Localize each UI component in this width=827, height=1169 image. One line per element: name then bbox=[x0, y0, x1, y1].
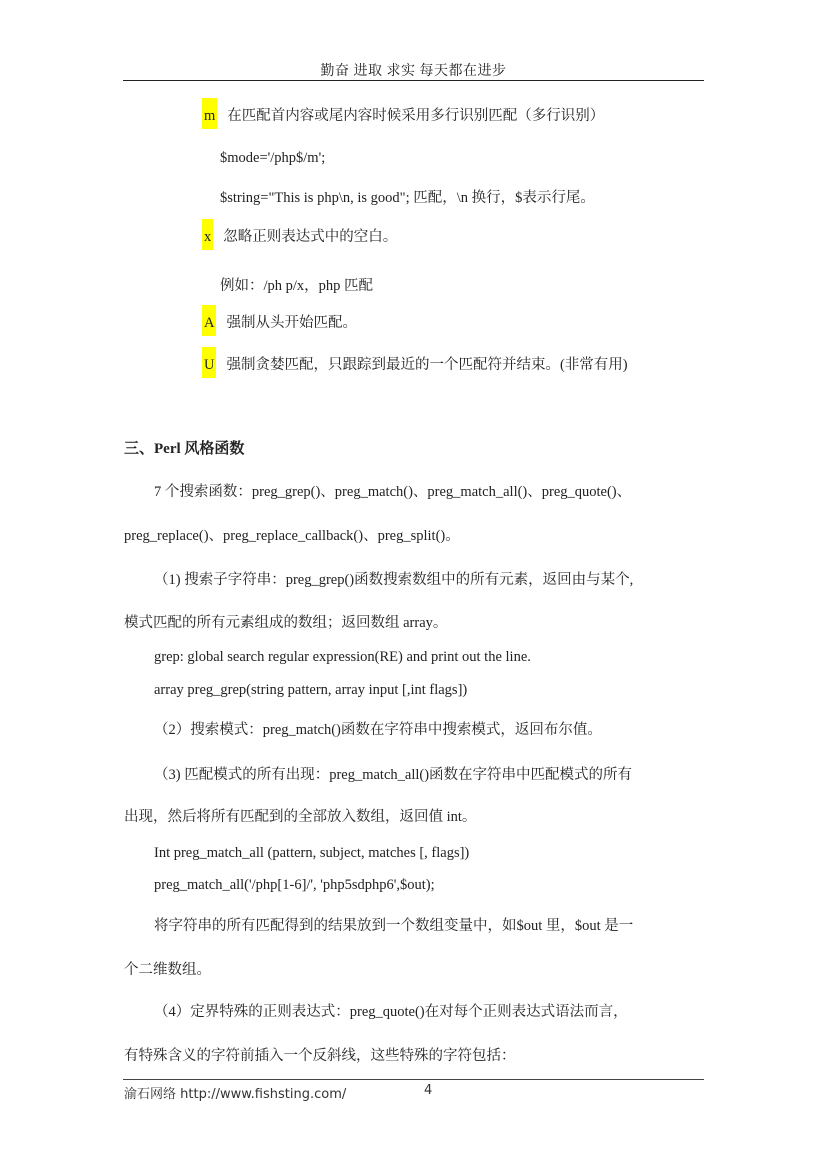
footer-rule bbox=[123, 1079, 704, 1080]
m-example-line: $mode='/php$/m'; bbox=[220, 150, 326, 166]
body-line: 模式匹配的所有元素组成的数组；返回数组 array。 bbox=[124, 615, 448, 631]
modifier-key: A bbox=[202, 305, 216, 336]
body-line: （1) 搜索子字符串：preg_grep()函数搜索数组中的所有元素，返回由与某个, bbox=[154, 572, 634, 588]
modifier-desc: 强制从头开始匹配。 bbox=[226, 315, 357, 331]
modifier-x bbox=[202, 219, 397, 250]
body-line: preg_replace()、preg_replace_callback()、preg_split()。 bbox=[124, 528, 460, 544]
code-line: Int preg_match_all (pattern, subject, matches [, flags]) bbox=[154, 845, 470, 861]
body-line: 7 个搜索函数：preg_grep()、preg_match()、preg_match_all()、preg_quote()、 bbox=[154, 484, 632, 500]
modifier-key: U bbox=[202, 347, 216, 378]
body-line: 出现，然后将所有匹配到的全部放入数组，返回值 int。 bbox=[124, 809, 477, 825]
page-number: 4 bbox=[424, 1083, 433, 1098]
modifier-u bbox=[202, 347, 628, 378]
code-line: array preg_grep(string pattern, array input [,int flags]) bbox=[154, 682, 468, 698]
modifier-desc: 忽略正则表达式中的空白。 bbox=[223, 229, 398, 245]
code-line: grep: global search regular expression(RE) and print out the line. bbox=[154, 649, 531, 665]
m-example-line: $string="This is php\n, is good"; 匹配，\n 换行，$表示行尾。 bbox=[220, 190, 595, 206]
section-heading: 三、Perl 风格函数 bbox=[124, 441, 245, 457]
body-line: （4）定界特殊的正则表达式：preg_quote()在对每个正则表达式语法而言， bbox=[154, 1004, 628, 1020]
x-example-line: 例如：/ph p/x，php 匹配 bbox=[220, 278, 374, 294]
body-line: （3) 匹配模式的所有出现：preg_match_all()函数在字符串中匹配模式的所有 bbox=[154, 767, 633, 783]
body-line: 将字符串的所有匹配得到的结果放到一个数组变量中，如$out 里，$out 是一 bbox=[154, 918, 634, 934]
modifier-key: m bbox=[202, 98, 217, 129]
modifier-m bbox=[202, 98, 604, 129]
modifier-desc: 强制贪婪匹配，只跟踪到最近的一个匹配符并结束。(非常有用) bbox=[226, 357, 628, 373]
modifier-a bbox=[202, 305, 357, 336]
page-header: 勤奋 进取 求实 每天都在进步 bbox=[320, 64, 507, 79]
body-line: 个二维数组。 bbox=[124, 962, 211, 978]
body-line: 有特殊含义的字符前插入一个反斜线，这些特殊的字符包括： bbox=[124, 1048, 516, 1064]
modifier-desc: 在匹配首内容或尾内容时候采用多行识别匹配（多行识别） bbox=[227, 108, 605, 124]
footer-site: 渝石网络 http://www.fishsting.com/ bbox=[124, 1087, 347, 1102]
body-line: （2）搜索模式：preg_match()函数在字符串中搜索模式，返回布尔值。 bbox=[154, 722, 602, 738]
code-line: preg_match_all('/php[1-6]/', 'php5sdphp6',$out); bbox=[154, 877, 435, 893]
header-rule bbox=[123, 80, 704, 81]
modifier-key: x bbox=[202, 219, 213, 250]
